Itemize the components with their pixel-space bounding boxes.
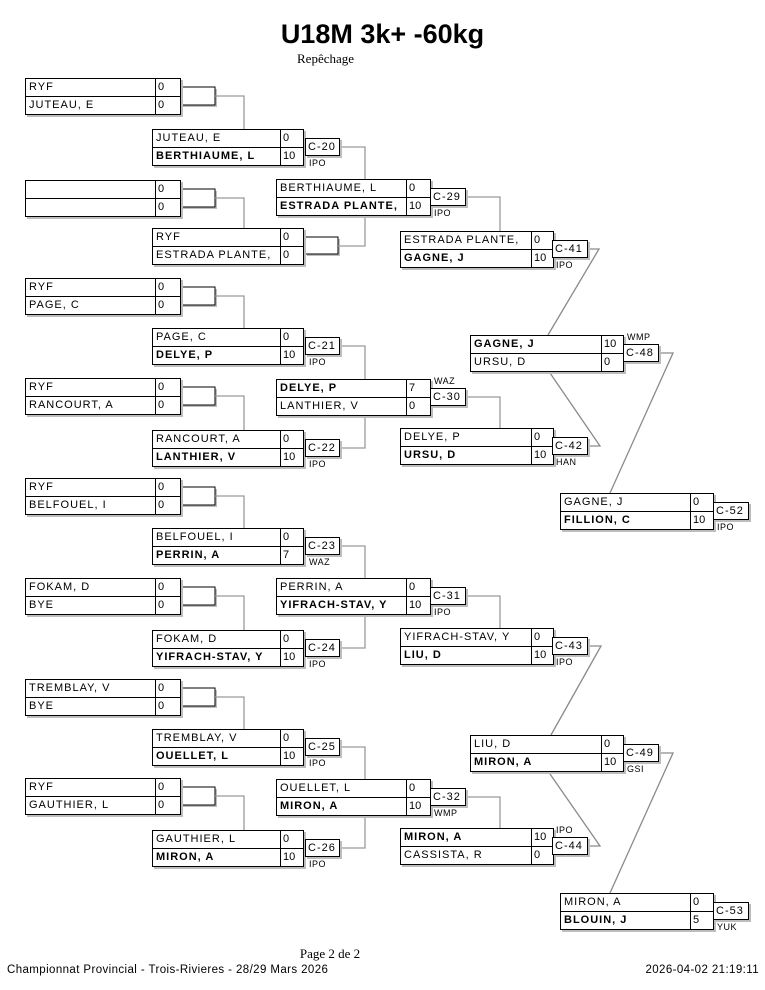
- score-cell: 0: [280, 831, 303, 848]
- competitor-row: [471, 336, 623, 353]
- match-box-r1_8: [25, 778, 181, 815]
- win-type-label: IPO: [434, 607, 452, 617]
- competitor-name: DELYE, P: [280, 382, 338, 394]
- match-code-badge: C-30: [430, 388, 466, 406]
- competitor-name: JUTEAU, E: [29, 99, 95, 111]
- competitor-row: [561, 911, 713, 929]
- score-cell: 0: [155, 297, 180, 314]
- competitor-row: [26, 496, 180, 514]
- competitor-name: RYF: [29, 81, 54, 93]
- competitor-row: [26, 396, 180, 414]
- competitor-name: RANCOURT, A: [156, 433, 241, 445]
- competitor-name: CASSISTA, R: [404, 849, 483, 861]
- score-cell: 10: [280, 449, 303, 466]
- competitor-row: [153, 747, 303, 765]
- competitor-row: [401, 249, 553, 267]
- score-cell: 10: [531, 647, 553, 664]
- win-type-label: WMP: [434, 808, 458, 818]
- match-code-badge: C-29: [430, 188, 466, 206]
- score-cell: 0: [690, 494, 713, 511]
- competitor-name: URSU, D: [404, 449, 457, 461]
- competitor-name: TREMBLAY, V: [29, 682, 111, 694]
- competitor-row: [153, 229, 303, 246]
- competitor-row: [401, 829, 553, 846]
- competitor-name: RANCOURT, A: [29, 399, 114, 411]
- match-code-badge: C-41: [552, 240, 588, 258]
- win-type-label: GSI: [627, 764, 645, 774]
- win-type-label: IPO: [309, 758, 327, 768]
- score-cell: 0: [280, 730, 303, 747]
- competitor-name: YIFRACH-STAV, Y: [404, 631, 511, 643]
- match-box-r1_1: [25, 78, 181, 115]
- competitor-name: FOKAM, D: [29, 581, 91, 593]
- score-cell: 0: [406, 579, 430, 596]
- match-code-badge: C-48: [623, 344, 659, 362]
- competitor-name: GAGNE, J: [474, 338, 535, 350]
- competitor-row: [277, 397, 430, 415]
- match-code-badge: C-21: [305, 337, 340, 355]
- score-cell: 0: [690, 894, 713, 911]
- competitor-name: MIRON, A: [280, 800, 339, 812]
- competitor-name: BERTHIAUME, L: [280, 182, 378, 194]
- match-box-c26: [152, 830, 304, 867]
- match-box-r1_2: [25, 180, 181, 217]
- score-cell: 10: [406, 597, 430, 614]
- score-cell: 0: [155, 97, 180, 114]
- match-code-badge: C-22: [305, 439, 340, 457]
- score-cell: 10: [601, 336, 623, 353]
- competitor-name: LANTHIER, V: [280, 400, 359, 412]
- competitor-name: BELFOUEL, I: [156, 531, 234, 543]
- score-cell: 0: [155, 379, 180, 396]
- score-cell: 5: [690, 912, 713, 929]
- competitor-row: [26, 779, 180, 796]
- win-type-label: IPO: [309, 659, 327, 669]
- competitor-name: LIU, D: [404, 649, 442, 661]
- competitor-row: [153, 831, 303, 848]
- score-cell: 0: [280, 529, 303, 546]
- match-box-c49: [470, 735, 624, 772]
- competitor-name: LANTHIER, V: [156, 451, 237, 463]
- score-cell: 0: [155, 797, 180, 814]
- match-box-r1_5: [25, 478, 181, 515]
- print-timestamp: 2026-04-02 21:19:11: [645, 964, 759, 976]
- win-type-label: IPO: [309, 859, 327, 869]
- match-code-badge: C-20: [305, 138, 340, 156]
- competitor-name: GAGNE, J: [404, 252, 465, 264]
- competitor-row: [401, 629, 553, 646]
- competitor-row: [26, 796, 180, 814]
- competitor-row: [153, 431, 303, 448]
- page-number: Page 2 de 2: [299, 946, 361, 961]
- score-cell: 10: [531, 829, 553, 846]
- match-code-badge: C-23: [305, 537, 340, 555]
- score-cell: 0: [280, 431, 303, 448]
- competitor-row: [153, 848, 303, 866]
- competitor-name: FILLION, C: [564, 514, 631, 526]
- competitor-name: FOKAM, D: [156, 633, 218, 645]
- score-cell: 10: [280, 849, 303, 866]
- match-code-badge: C-42: [552, 437, 588, 455]
- match-box-c22: [152, 430, 304, 467]
- match-code-badge: C-49: [623, 744, 659, 762]
- match-box-c52: [560, 493, 714, 530]
- competitor-name: MIRON, A: [156, 851, 215, 863]
- match-code-badge: C-43: [552, 637, 588, 655]
- competitor-row: [26, 680, 180, 697]
- competitor-name: MIRON, A: [404, 831, 463, 843]
- competitor-row: [277, 197, 430, 215]
- competitor-name: OUELLET, L: [280, 782, 352, 794]
- score-cell: 10: [280, 649, 303, 666]
- win-type-label: WAZ: [434, 376, 456, 386]
- score-cell: 0: [531, 847, 553, 864]
- competitor-name: YIFRACH-STAV, Y: [156, 651, 264, 663]
- competitor-row: [153, 329, 303, 346]
- score-cell: 0: [531, 629, 553, 646]
- competitor-row: [26, 479, 180, 496]
- competitor-name: BELFOUEL, I: [29, 499, 107, 511]
- competitor-name: RYF: [29, 381, 54, 393]
- match-code-badge: C-44: [552, 837, 588, 855]
- score-cell: 10: [601, 754, 623, 771]
- competitor-name: MIRON, A: [474, 756, 533, 768]
- match-box-c23: [152, 528, 304, 565]
- match-box-c53: [560, 893, 714, 930]
- match-box-r1_4: [25, 378, 181, 415]
- competitor-name: GAUTHIER, L: [156, 833, 237, 845]
- competitor-name: DELYE, P: [156, 349, 214, 361]
- win-type-label: IPO: [556, 657, 574, 667]
- match-code-badge: C-25: [305, 738, 340, 756]
- match-box-c41: [400, 231, 554, 268]
- competitor-row: [26, 697, 180, 715]
- score-cell: 10: [280, 347, 303, 364]
- competitor-row: [153, 546, 303, 564]
- match-box-c25: [152, 729, 304, 766]
- competitor-row: [153, 529, 303, 546]
- competitor-row: [26, 296, 180, 314]
- score-cell: 0: [406, 780, 430, 797]
- competitor-row: [471, 753, 623, 771]
- competitor-name: BYE: [29, 599, 55, 611]
- competitor-row: [153, 246, 303, 264]
- match-box-c48: [470, 335, 624, 372]
- score-cell: 0: [155, 680, 180, 697]
- score-cell: 0: [601, 354, 623, 371]
- competitor-name: RYF: [29, 781, 54, 793]
- score-cell: 0: [280, 247, 303, 264]
- score-cell: 7: [406, 380, 430, 397]
- competitor-row: [153, 730, 303, 747]
- score-cell: 0: [280, 229, 303, 246]
- competitor-row: [471, 353, 623, 371]
- competitor-row: [26, 379, 180, 396]
- score-cell: 0: [280, 631, 303, 648]
- match-code-badge: C-52: [713, 502, 749, 520]
- score-cell: 0: [155, 181, 180, 198]
- competitor-name: PERRIN, A: [280, 581, 344, 593]
- competitor-name: GAUTHIER, L: [29, 799, 110, 811]
- competitor-row: [561, 894, 713, 911]
- win-type-label: YUK: [717, 922, 738, 932]
- match-code-badge: C-32: [430, 788, 466, 806]
- competitor-row: [277, 380, 430, 397]
- competitor-name: [26, 181, 155, 198]
- competitor-name: OUELLET, L: [156, 750, 229, 762]
- competitor-row: [26, 596, 180, 614]
- competitor-name: TREMBLAY, V: [156, 732, 238, 744]
- event-name: Championnat Provincial - Trois-Rivieres - 28/29 Mars 2026: [7, 964, 329, 976]
- score-cell: 10: [406, 798, 430, 815]
- win-type-label: IPO: [717, 522, 735, 532]
- competitor-name: JUTEAU, E: [156, 132, 222, 144]
- competitor-row: [153, 147, 303, 165]
- competitor-row: [401, 846, 553, 864]
- match-box-c24: [152, 630, 304, 667]
- match-box-c21: [152, 328, 304, 365]
- competitor-row: [153, 631, 303, 648]
- match-box-r1_3: [25, 278, 181, 315]
- competitor-name: RYF: [29, 281, 54, 293]
- competitor-name: GAGNE, J: [564, 496, 624, 508]
- score-cell: 0: [155, 698, 180, 715]
- match-box-r2_2: [152, 228, 304, 265]
- page-title: U18M 3k+ -60kg: [280, 19, 485, 49]
- score-cell: 10: [280, 148, 303, 165]
- match-code-badge: C-26: [305, 839, 340, 857]
- competitor-name: ESTRADA PLANTE,: [280, 200, 398, 212]
- competitor-row: [26, 579, 180, 596]
- score-cell: 0: [406, 180, 430, 197]
- match-code-badge: C-24: [305, 639, 340, 657]
- competitor-name: ESTRADA PLANTE,: [404, 234, 520, 246]
- competitor-row: [401, 429, 553, 446]
- competitor-row: [153, 346, 303, 364]
- match-box-c44: [400, 828, 554, 865]
- competitor-row: [26, 181, 180, 198]
- competitor-name: URSU, D: [474, 356, 527, 368]
- competitor-row: [153, 448, 303, 466]
- match-box-c42: [400, 428, 554, 465]
- score-cell: 0: [155, 597, 180, 614]
- competitor-row: [401, 446, 553, 464]
- score-cell: 0: [155, 779, 180, 796]
- competitor-row: [26, 198, 180, 216]
- match-box-c29: [276, 179, 431, 216]
- score-cell: 0: [155, 199, 180, 216]
- competitor-row: [26, 279, 180, 296]
- competitor-name: PERRIN, A: [156, 549, 221, 561]
- competitor-row: [561, 494, 713, 511]
- win-type-label: IPO: [556, 825, 574, 835]
- score-cell: 0: [155, 397, 180, 414]
- match-code-badge: C-31: [430, 587, 466, 605]
- competitor-name: BLOUIN, J: [564, 914, 628, 926]
- score-cell: 7: [280, 547, 303, 564]
- score-cell: 0: [155, 497, 180, 514]
- win-type-label: WMP: [627, 332, 651, 342]
- competitor-row: [26, 96, 180, 114]
- win-type-label: IPO: [556, 260, 574, 270]
- competitor-name: PAGE, C: [29, 299, 80, 311]
- win-type-label: WAZ: [309, 557, 331, 567]
- match-box-r1_7: [25, 679, 181, 716]
- competitor-name: PAGE, C: [156, 331, 207, 343]
- competitor-row: [277, 180, 430, 197]
- match-box-c43: [400, 628, 554, 665]
- score-cell: 10: [531, 250, 553, 267]
- score-cell: 0: [531, 429, 553, 446]
- competitor-row: [26, 79, 180, 96]
- score-cell: 0: [280, 329, 303, 346]
- win-type-label: HAN: [556, 457, 577, 467]
- competitor-row: [153, 648, 303, 666]
- score-cell: 10: [406, 198, 430, 215]
- competitor-name: YIFRACH-STAV, Y: [280, 599, 388, 611]
- competitor-name: BYE: [29, 700, 55, 712]
- score-cell: 10: [280, 748, 303, 765]
- match-code-badge: C-53: [713, 902, 749, 920]
- score-cell: 0: [155, 479, 180, 496]
- score-cell: 10: [690, 512, 713, 529]
- competitor-name: RYF: [29, 481, 54, 493]
- competitor-name: ESTRADA PLANTE,: [156, 249, 272, 261]
- competitor-row: [277, 780, 430, 797]
- competitor-name: RYF: [156, 231, 181, 243]
- competitor-name: DELYE, P: [404, 431, 461, 443]
- competitor-name: LIU, D: [474, 738, 512, 750]
- match-box-c20: [152, 129, 304, 166]
- score-cell: 0: [531, 232, 553, 249]
- competitor-row: [471, 736, 623, 753]
- score-cell: 10: [531, 447, 553, 464]
- match-box-c32: [276, 779, 431, 816]
- match-box-c31: [276, 578, 431, 615]
- competitor-row: [401, 232, 553, 249]
- match-box-r1_6: [25, 578, 181, 615]
- score-cell: 0: [280, 130, 303, 147]
- competitor-row: [277, 797, 430, 815]
- competitor-name: MIRON, A: [564, 896, 622, 908]
- competitor-row: [277, 596, 430, 614]
- score-cell: 0: [155, 79, 180, 96]
- competitor-row: [277, 579, 430, 596]
- score-cell: 0: [155, 579, 180, 596]
- match-box-c30: [276, 379, 431, 416]
- score-cell: 0: [406, 398, 430, 415]
- win-type-label: IPO: [309, 158, 327, 168]
- win-type-label: IPO: [309, 357, 327, 367]
- score-cell: 0: [601, 736, 623, 753]
- competitor-row: [561, 511, 713, 529]
- competitor-name: [26, 199, 155, 216]
- win-type-label: IPO: [434, 208, 452, 218]
- competitor-name: BERTHIAUME, L: [156, 150, 256, 162]
- subtitle: Repêchage: [297, 51, 355, 66]
- score-cell: 0: [155, 279, 180, 296]
- win-type-label: IPO: [309, 459, 327, 469]
- competitor-row: [153, 130, 303, 147]
- competitor-row: [401, 646, 553, 664]
